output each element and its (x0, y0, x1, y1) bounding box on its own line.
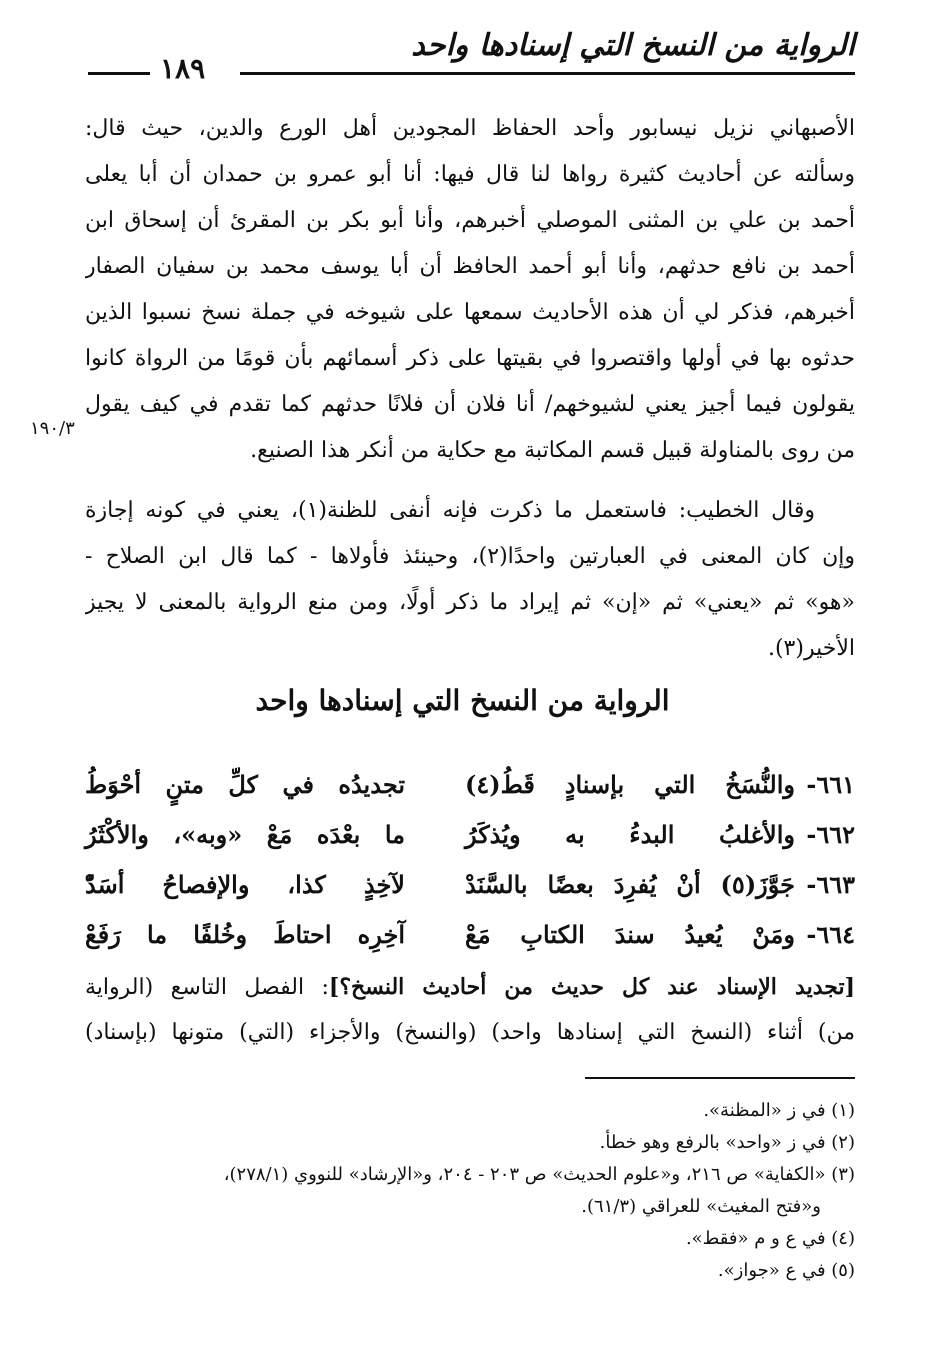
body-line: وقال الخطيب: فاستعمل ما ذكرت فإنه أنفى للظنة(١)، يعني في كونه إجازة (85, 498, 815, 523)
verse-first-hemistich: والنُّسَخُ التي بإسنادٍ قَطُ(٤) (465, 770, 795, 799)
verse-first-hemistich: ومَنْ يُعيدُ سندَ الكتابِ مَعْ (465, 920, 795, 949)
commentary-text: : الفصل التاسع (الرواية (85, 975, 329, 1000)
verse-second-hemistich: لآخِذٍ كذا، والإفصاحُ أسَدّْ (85, 870, 405, 899)
footnote: (١) في ز «المظنة». (703, 1100, 855, 1121)
footnote: (٣) «الكفاية» ص ٢١٦، و«علوم الحديث» ص ٢٠٣ - ٢٠٤، و«الإرشاد» للنووي (٢٧٨/١)، (223, 1164, 855, 1185)
body-paragraph-2 (85, 488, 855, 672)
body-line: أحمد بن نافع حدثهم، وأنا أبو أحمد الحافظ أن أبا يوسف محمد بن سفيان الصفار (85, 254, 855, 279)
verse-line (85, 760, 855, 810)
verse-line (85, 910, 855, 960)
verse-number: ٦٦٤- (806, 920, 855, 949)
verse-line (85, 810, 855, 860)
verse-first-hemistich: جَوَّزَ(٥) أنْ يُفرِدَ بعضًا بالسَّنَدْ (465, 870, 795, 899)
body-line: الأصبهاني نزيل نيسابور وأحد الحفاظ المجودين أهل الورع والدين، حيث قال: (85, 116, 855, 141)
verse-block (85, 760, 855, 960)
verse-line (85, 860, 855, 910)
verse-number: ٦٦٣- (806, 870, 855, 899)
body-line: وسألته عن أحاديث كثيرة رواها لنا قال فيها: أنا أبو عمرو بن حمدان أن أبا يعلى (85, 162, 855, 187)
header-rule (240, 72, 855, 75)
verse-second-hemistich: ما بعْدَه مَعْ «وبه»، والأكْثَرُ (85, 820, 405, 849)
commentary-question: [تجديد الإسناد عند كل حديث من أحاديث النسخ؟] (328, 974, 855, 1000)
section-heading: الرواية من النسخ التي إسنادها واحد (255, 684, 670, 717)
body-line: أحمد بن علي بن المثنى الموصلي أخبرهم، وأنا أبو بكر بن المقرئ أن إسحاق ابن (85, 208, 855, 233)
footnotes (85, 1095, 855, 1287)
body-paragraph-1 (85, 106, 855, 474)
verse-first-hemistich: والأغلبُ البدءُ به ويُذكَرُ (465, 820, 795, 849)
verse-second-hemistich: آخِرِه احتاطَ وخُلفًا ما رَفَعْ (85, 920, 405, 949)
commentary-line: من) أثناء (النسخ التي إسنادها واحد) (والنسخ) والأجزاء (التي) متونها (بإسناد) (85, 1020, 855, 1045)
footnote-rule (585, 1077, 855, 1079)
commentary-paragraph (85, 964, 855, 1056)
body-line: أخبرهم، فذكر لي أن هذه الأحاديث سمعها على شيوخه في جملة نسخ نسبوا الذين (85, 300, 855, 325)
footnote: (٥) في ع «جواز». (717, 1260, 855, 1281)
body-line: حدثوه بها في أولها واقتصروا في بقيتها على ذكر أسمائهم بأن قومًا من الرواة كانوا (85, 346, 855, 371)
body-line: من روى بالمناولة قبيل قسم المكاتبة مع حكاية من أنكر هذا الصنيع. (250, 438, 855, 463)
body-line: «هو» ثم «يعني» ثم «إن» ثم إيراد ما ذكر أولًا، ومن منع الرواية بالمعنى لا يجيز (85, 590, 855, 615)
page-number: ١٨٩ (160, 52, 206, 85)
verse-number: ٦٦٢- (806, 820, 855, 849)
commentary-line (85, 964, 855, 1010)
margin-volume-note: ١٩٠/٣ (30, 418, 75, 439)
header-rule-left (88, 72, 150, 75)
footnote: (٢) في ز «واحد» بالرفع وهو خطأ. (599, 1132, 855, 1153)
footnote-continuation: و«فتح المغيث» للعراقي (٦١/٣). (581, 1196, 821, 1217)
footnote: (٤) في ع و م «فقط». (685, 1228, 855, 1249)
body-line: وإن كان المعنى في العبارتين واحدًا(٢)، وحينئذ فأولاها - كما قال ابن الصلاح - (85, 544, 855, 569)
body-line: يقولون فيما أجيز يعني لشيوخهم/ أنا فلان أن فلانًا حدثهم كما تقدم في كيف يقول (85, 392, 855, 417)
verse-number: ٦٦١- (806, 770, 855, 799)
running-header-title: الرواية من النسخ التي إسنادها واحد (411, 28, 855, 63)
body-line: الأخير(٣). (767, 636, 855, 661)
verse-second-hemistich: تجديدُه في كلِّ متنٍ أحْوَطُ (85, 770, 405, 799)
